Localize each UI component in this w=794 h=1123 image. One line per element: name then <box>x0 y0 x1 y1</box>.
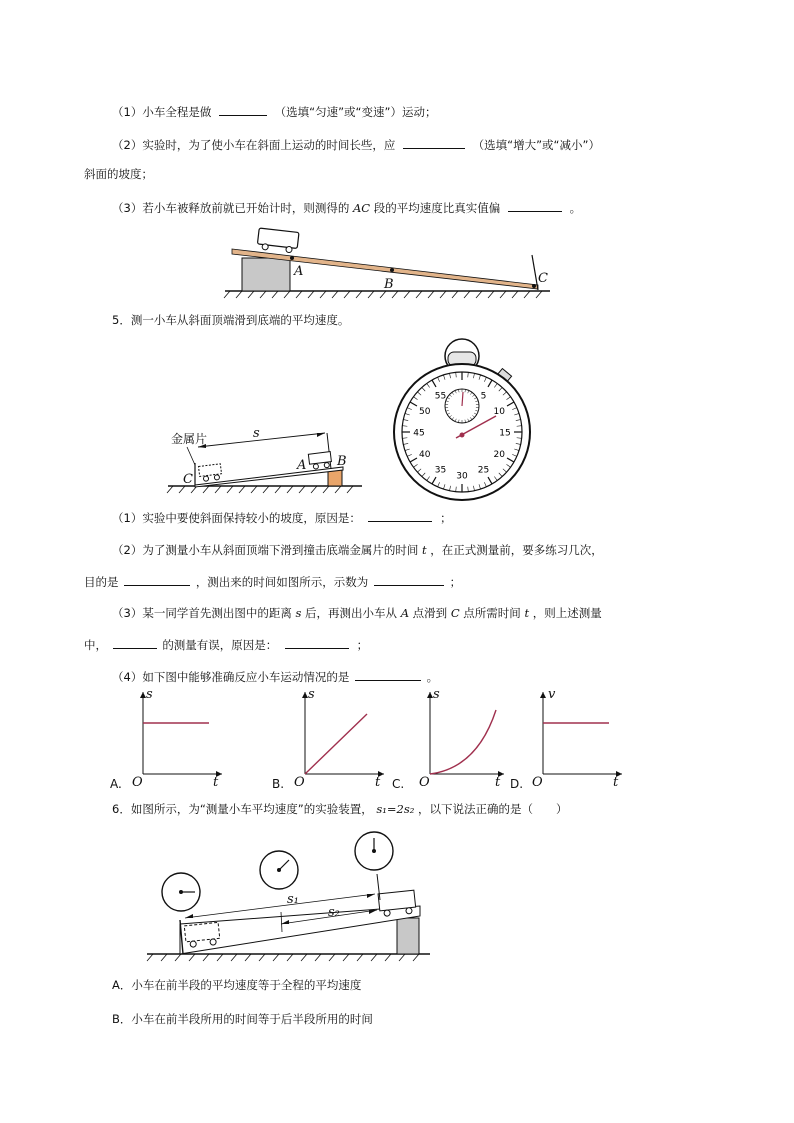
answer-blank[interactable] <box>508 199 562 212</box>
label-a: A <box>294 264 304 279</box>
q5-part2: （2）为了测量小车从斜面顶端下滑到撞击底端金属片的时间 t ，在正式测量前，要多练习几次， <box>112 543 603 557</box>
graph-option-b[interactable] <box>272 686 392 791</box>
label-metal-plate: 金属片 <box>171 432 208 446</box>
svg-text:O: O <box>132 775 143 790</box>
label-c: C <box>183 472 193 487</box>
dial-number: 55 <box>434 391 447 402</box>
q5-incline-figure <box>165 425 365 495</box>
answer-blank[interactable] <box>124 573 190 586</box>
q5-part1: （1）实验中要使斜面保持较小的坡度，原因是： ； <box>112 511 452 525</box>
label-s2: s₂ <box>328 905 340 920</box>
q5-part3-cont: 中， 的测量有误，原因是： ； <box>84 638 369 652</box>
dial-number: 20 <box>493 450 505 460</box>
svg-text:s: s <box>433 687 440 702</box>
answer-blank[interactable] <box>374 573 444 586</box>
label-s: s <box>253 426 260 441</box>
q4-part3: （3）若小车被释放前就已开始计时，则测得的 AC 段的平均速度比真实值偏 。 <box>112 201 582 215</box>
label-a: A <box>297 458 307 473</box>
svg-text:t: t <box>495 775 501 790</box>
option-label: C. <box>392 777 405 791</box>
dial-number: 30 <box>456 471 468 482</box>
incline-figure <box>220 222 560 300</box>
dial-number: 40 <box>419 450 431 460</box>
graph-option-d[interactable] <box>510 686 630 791</box>
svg-text:t: t <box>375 775 381 790</box>
svg-text:s: s <box>308 687 315 702</box>
option-label: D. <box>510 777 524 791</box>
answer-blank[interactable] <box>403 136 465 149</box>
dial-number: 45 <box>413 428 425 439</box>
dial-number: 25 <box>477 465 490 476</box>
dial-number: 10 <box>493 407 505 417</box>
label-c: C <box>538 271 548 286</box>
option-label: B. <box>272 777 285 791</box>
dial-number: 15 <box>499 428 511 439</box>
dial-number: 5 <box>480 391 487 402</box>
svg-text:s: s <box>146 687 153 702</box>
q4-part1: （1）小车全程是做 （选填“匀速”或“变速”）运动； <box>112 105 437 119</box>
q6-incline-figure <box>145 830 435 960</box>
answer-blank[interactable] <box>219 103 267 116</box>
answer-blank[interactable] <box>113 636 157 649</box>
answer-blank[interactable] <box>355 668 421 681</box>
answer-blank[interactable] <box>368 509 432 522</box>
stopwatch-icon <box>388 338 536 500</box>
label-b: B <box>384 277 394 292</box>
q5-part2-cont: 目的是 ，测出来的时间如图所示，示数为 ； <box>84 575 462 589</box>
option-label: A. <box>110 777 122 791</box>
answer-blank[interactable] <box>285 636 349 649</box>
dial-number: 50 <box>419 407 431 417</box>
svg-text:v: v <box>548 687 556 702</box>
svg-text:O: O <box>294 775 305 790</box>
q6-option-b[interactable]: B．小车在前半段所用的时间等于后半段所用的时间 <box>112 1012 373 1026</box>
q4-part2-cont: 斜面的坡度； <box>84 167 153 181</box>
svg-text:t: t <box>213 775 219 790</box>
q6-title: 6．如图所示，为“测量小车平均速度”的实验装置， s₁=2s₂ ，以下说法正确的是（ ） <box>112 802 568 816</box>
svg-text:t: t <box>613 775 619 790</box>
svg-text:O: O <box>419 775 430 790</box>
q5-part4: （4）如下图中能够准确反应小车运动情况的是 。 <box>112 670 439 684</box>
graph-option-a[interactable] <box>110 686 230 791</box>
label-s1: s₁ <box>287 892 299 907</box>
graph-option-c[interactable] <box>392 686 512 791</box>
svg-text:O: O <box>532 775 543 790</box>
q5-part3: （3）某一同学首先测出图中的距离 s 后，再测出小车从 A 点滑到 C 点所需时间 t ，则上述测量 <box>112 606 602 620</box>
label-b: B <box>337 454 347 469</box>
q6-option-a[interactable]: A．小车在前半段的平均速度等于全程的平均速度 <box>112 978 362 992</box>
dial-number: 35 <box>434 465 447 476</box>
q4-part2: （2）实验时，为了使小车在斜面上运动的时间长些，应 （选填“增大”或“减小”） <box>112 138 600 152</box>
q5-title: 5．测一小车从斜面顶端滑到底端的平均速度。 <box>112 313 350 327</box>
